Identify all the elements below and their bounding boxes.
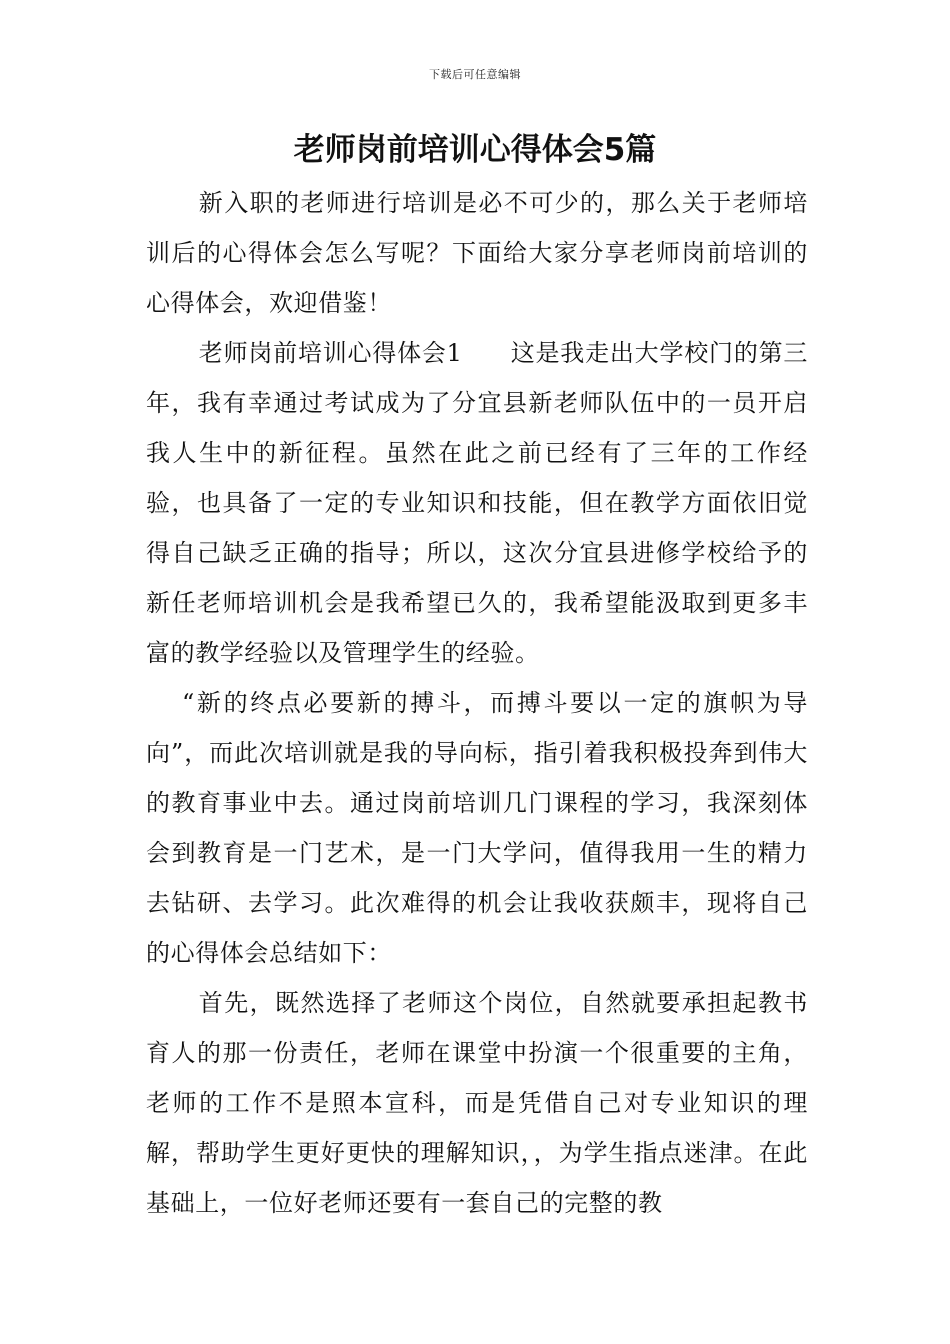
document-body xyxy=(146,178,808,1228)
section-1-heading: 老师岗前培训心得体会1 xyxy=(198,339,463,367)
first-point-paragraph: 首先，既然选择了老师这个岗位，自然就要承担起教书育人的那一份责任，老师在课堂中扮演一个很重要的主角，老师的工作不是照本宣科，而是凭借自己对专业知识的理解，帮助学生更好更快的理解知识，，为学生指点迷津。在此基础上，一位好老师还要有一套自己的完整的教 xyxy=(146,989,808,1217)
section-1-paragraph xyxy=(146,328,808,678)
document-title: 老师岗前培训心得体会5篇 xyxy=(293,132,657,168)
intro-paragraph: 新入职的老师进行培训是必不可少的，那么关于老师培训后的心得体会怎么写呢？下面给大家分享老师岗前培训的心得体会，欢迎借鉴！ xyxy=(146,189,808,317)
header-note: 下载后可任意编辑 xyxy=(429,68,521,81)
quote-paragraph: “新的终点必要新的搏斗，而搏斗要以一定的旗帜为导向”，而此次培训就是我的导向标，指引着我积极投奔到伟大的教育事业中去。通过岗前培训几门课程的学习，我深刻体会到教育是一门艺术，是一门大学问，值得我用一生的精力去钻研、去学习。此次难得的机会让我收获颇丰，现将自己的心得体会总结如下： xyxy=(146,689,808,967)
section-1-text: 这是我走出大学校门的第三年，我有幸通过考试成为了分宜县新老师队伍中的一员开启我人生中的新征程。虽然在此之前已经有了三年的工作经验，也具备了一定的专业知识和技能，但在教学方面依旧觉得自己缺乏正确的指导；所以，这次分宜县进修学校给予的新任老师培训机会是我希望已久的，我希望能汲取到更多丰富的教学经验以及管理学生的经验。 xyxy=(146,339,808,667)
